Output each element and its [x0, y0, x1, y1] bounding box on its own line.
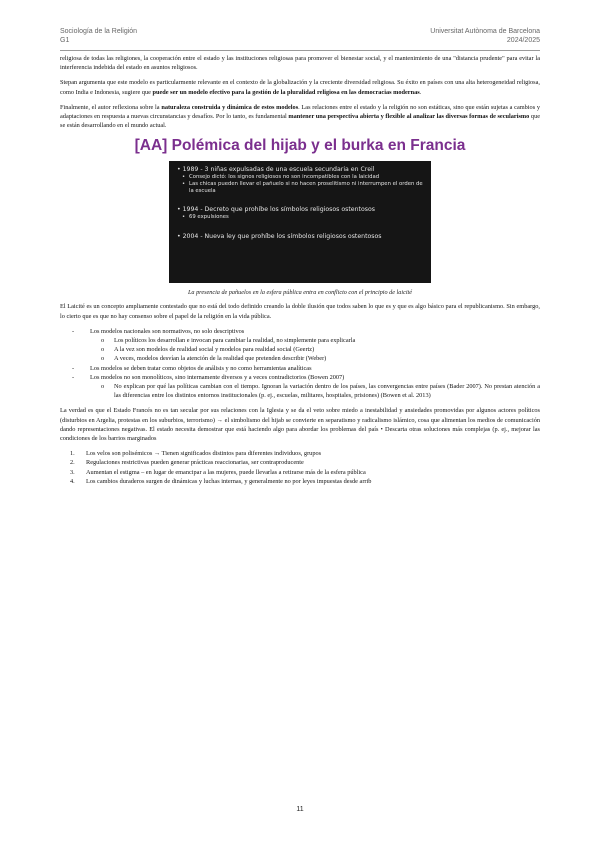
slide-item-1989: • 1989 - 3 niñas expulsadas de una escuela secundaria en Creil	[177, 166, 375, 174]
item-text: Aumentan el estigma – en lugar de emancipar a las mujeres, puede llevarlas a retirarse más de la esfera pública	[86, 468, 366, 476]
slide-item-text: 1989 - 3 niñas expulsadas de una escuela secundaria en Creil	[182, 166, 375, 174]
course-name: Sociología de la Religión	[60, 28, 138, 35]
header-right	[430, 28, 540, 45]
paragraph-final	[60, 103, 540, 131]
document-page	[60, 0, 540, 848]
page-body	[60, 54, 540, 486]
section-title: [AA] Polémica del hijab y el burka en Francia	[134, 137, 466, 155]
item-text: Los velos son polisémicos → Tienen significados distintos para diferentes individuos, grupos	[86, 450, 322, 458]
header-left	[60, 28, 137, 45]
list-item	[60, 327, 540, 364]
slide-subitem: • 69 expulsiones	[177, 214, 423, 221]
paragraph-verdad: La verdad es que el Estado Francés no es tan secular por sus relaciones con la Iglesia y se da el veto sobre miedo a inestabilidad y ansiedades promovidas por algunos actores políticos (disturbios en Argelia, protestas en los suburbios, terrorismo) → el simbolismo del hijab se convierte en separatismo y radicalismo islámico, cosa que alimentan los medios de comunicación dando representaciones negativas. El estado necesita demostrar que está haciendo algo para abordar los problemas del país • Descarta otras soluciones más complejas (p. ej., mejorar las condiciones de los barrios marginados	[60, 407, 540, 443]
models-list	[60, 327, 540, 401]
item-number: 1.	[70, 450, 75, 458]
list-item	[60, 364, 540, 373]
numbered-list	[60, 449, 540, 486]
top-fragment: religiosa de todas las religiones, la cooperación entre el estado y las instituciones religiosas para promover el bienestar social, y el mantenimiento de una "distancia prudente" para evitar la interferencia indebida del estado en asuntos religiosos.	[60, 55, 540, 72]
slide-subitem: • Consejo dictó: los signos religiosos no son incompatibles con la laicidad	[177, 174, 423, 181]
bold-run: mantener una perspectiva abierta y flexible al analizar las diversas formas de secularismo	[288, 113, 530, 121]
text-run: Stepan argumenta que este modelo es particularmente relevante en el contexto de la globalización y la creciente diversidad religiosa. Su éxito en países con una alta heterogeneidad religiosa, como India e Indonesia, sugiere que	[60, 79, 540, 96]
sub-list-item: o A la vez son modelos de realidad social y modelos para realidad social (Geertz)	[90, 345, 540, 354]
text-run: .	[419, 88, 422, 96]
slide-item-text: 1994 - Decreto que prohíbe los símbolos religiosos ostentosos	[182, 206, 375, 214]
item-number: 2.	[70, 459, 75, 467]
slide-image	[169, 161, 431, 283]
slide-item-text: 2004 - Nueva ley que prohíbe los símbolos religiosos ostentosos	[182, 232, 382, 240]
bold-run: naturaleza construida y dinámica de estos modelos	[161, 103, 299, 111]
slide-item-2004: • 2004 - Nueva ley que prohíbe los símbolos religiosos ostentosos	[177, 232, 382, 240]
paragraph-laicite: El Laicité es un concepto ampliamente contestado que no está del todo definido creando la doble ilusión que todos saben lo que es y que es algo básico para el republicanismo. Sin embargo, lo cierto que es que no hay consenso sobre el papel de la religión en la vida pública.	[60, 303, 540, 320]
item-number: 3.	[70, 468, 75, 476]
page-header	[60, 28, 540, 51]
numbered-item	[60, 477, 540, 486]
text-run: que se están desarrollando en el mundo actual.	[60, 113, 541, 130]
slide-subitem: • Las chicas pueden llevar el pañuelo si no hacen proselitismo ni interrumpen el orden de la escuela	[177, 181, 423, 194]
numbered-item	[60, 468, 540, 477]
numbered-item	[60, 449, 540, 458]
text-run: Finalmente, el autor reflexiona sobre la	[60, 103, 162, 111]
item-number: 4.	[70, 477, 75, 485]
sub-list	[90, 382, 540, 400]
list-item-text: Los modelos se deben tratar como objetos de análisis y no como herramientas analíticas	[90, 364, 312, 372]
page-number: 11	[296, 806, 304, 813]
bold-run: puede ser un modelo efectivo para la gestión de la pluralidad religiosa en las democracias modernas	[152, 88, 420, 96]
list-item-text: Los modelos nacionales son normativos, no solo descriptivos	[90, 327, 245, 335]
list-item	[60, 373, 540, 401]
numbered-item	[60, 458, 540, 467]
course-group: G1	[60, 36, 70, 44]
image-caption: La presencia de pañuelos en la esfera pública entra en conflicto con el principio de laicité	[187, 289, 413, 297]
sub-list-item: o Los políticos los desarrollan e invocan para cambiar la realidad, no simplemente para explicarla	[90, 336, 540, 345]
academic-year: 2024/2025	[506, 36, 540, 44]
paragraph-stepan	[60, 78, 540, 96]
slide-item-1994: • 1994 - Decreto que prohíbe los símbolos religiosos ostentosos	[177, 206, 375, 214]
text-run: . Las relaciones entre el estado y la religión no son estáticas, sino que están sujetas a cambios y adaptaciones en respuesta a nuevas circunstancias y desafíos. Por lo tanto, es fundamental	[60, 103, 540, 121]
university-name: Universitat Autònoma de Barcelona	[430, 28, 540, 35]
sub-list-item: o A veces, modelos desvían la atención de la realidad que pretenden describir (Weber)	[90, 354, 540, 363]
sub-list	[90, 336, 540, 364]
item-text: Los cambios duraderos surgen de dinámicas y luchas internas, y generalmente no por leyes impuestas desde arrib	[86, 477, 372, 485]
list-item-text: Los modelos no son monolíticos, sino internamente diversos y a veces contradictorios (Bowen 2007)	[90, 373, 345, 381]
sub-list-item: o No explican por qué las políticas cambian con el tiempo. Ignoran la variación dentro de los países, las convergencias entre países (Bader 2007). No prestan atención a las diferencias entre los distintos entornos institucionales (p. ej., escuelas, militares, hospitales, prisiones) (Bowen et al. 2013)	[90, 382, 540, 400]
item-text: Regulaciones restrictivas pueden generar prácticas reaccionarias, ser contraproducente	[86, 459, 304, 467]
